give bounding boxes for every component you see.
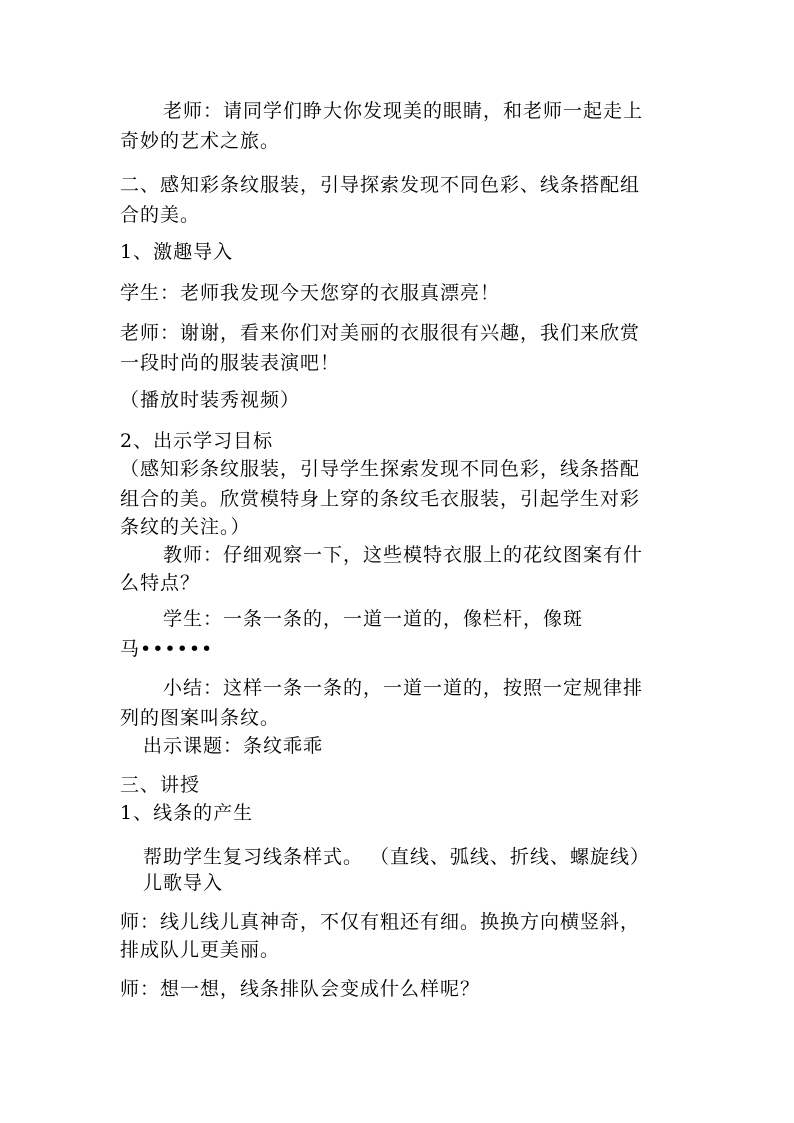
text-line: 1、线条的产生 [120, 802, 254, 824]
text-line: （感知彩条纹服装，引导学生探索发现不同色彩，线条搭配 [120, 458, 641, 480]
text-line: 组合的美。欣赏模特身上穿的条纹毛衣服装，引起学生对彩 [120, 488, 641, 510]
text-line: 列的图案叫条纹。 [120, 707, 281, 729]
text-line: 一段时尚的服装表演吧！ [120, 352, 341, 374]
text-line: 二、感知彩条纹服装，引导探索发现不同色彩、线条搭配组 [120, 174, 641, 196]
text-line: 教师：仔细观察一下，这些模特衣服上的花纹图案有什 [163, 544, 644, 566]
text-line: 学生：一条一条的，一道一道的，像栏杆，像斑 [163, 608, 584, 630]
text-line: 合的美。 [120, 204, 201, 226]
text-line: 马•••••• [120, 638, 214, 660]
text-line: 排成队儿更美丽。 [120, 939, 281, 961]
text-line: 2、出示学习目标 [120, 430, 274, 452]
text-line: 学生：老师我发现今天您穿的衣服真漂亮！ [120, 282, 501, 304]
text-line: 么特点？ [120, 572, 201, 594]
text-line: 师：想一想，线条排队会变成什么样呢？ [120, 978, 481, 1000]
text-line: 师：线儿线儿真神奇，不仅有粗还有细。换换方向横竖斜， [120, 911, 641, 933]
text-line: 出示课题：条纹乖乖 [143, 735, 324, 757]
text-line: 条纹的关注。） [120, 516, 251, 538]
text-line: 1、激趣导入 [120, 241, 234, 263]
text-line: 帮助学生复习线条样式。 （直线、弧线、折线、螺旋线） [143, 846, 651, 868]
text-line: 老师：请同学们睁大你发现美的眼睛，和老师一起走上 [163, 100, 644, 122]
text-line: 三、讲授 [120, 774, 201, 796]
text-line: 奇妙的艺术之旅。 [120, 130, 281, 152]
text-line: 老师：谢谢，看来你们对美丽的衣服很有兴趣，我们来欣赏 [120, 322, 641, 344]
text-line: 儿歌导入 [143, 872, 224, 894]
text-line: （播放时装秀视频） [120, 389, 301, 411]
text-line: 小结：这样一条一条的，一道一道的，按照一定规律排 [163, 677, 644, 699]
